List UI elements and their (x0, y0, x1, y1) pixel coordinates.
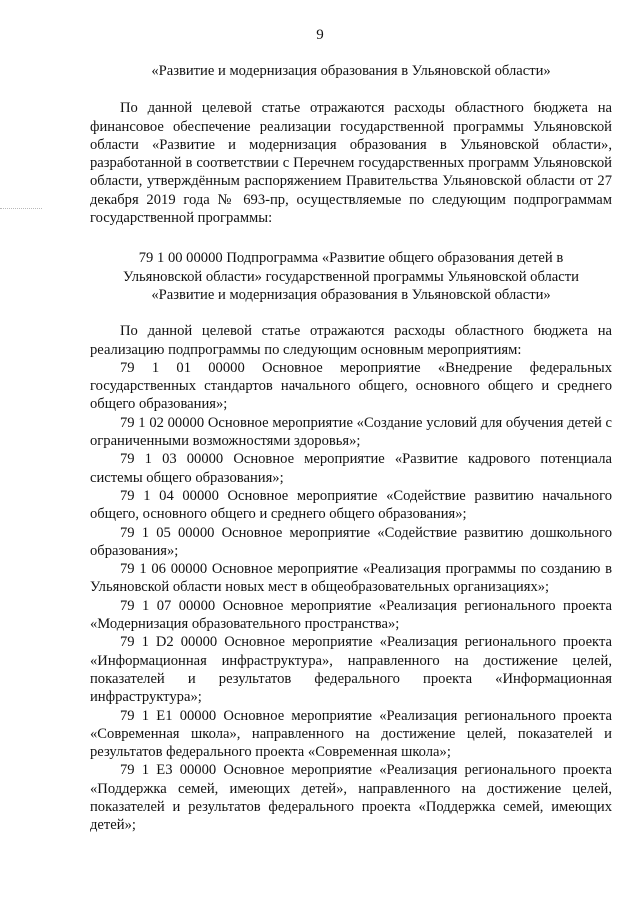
measure-item: 79 1 02 00000 Основное мероприятие «Создание условий для обучения детей с ограниченными возможностями здоровья»; (90, 414, 612, 450)
subprogram-heading-line-2: Ульяновской области» государственной программы Ульяновской области (123, 268, 579, 285)
section-title: «Развитие и модернизация образования в Ульяновской области» (151, 63, 551, 79)
measure-item: 79 1 01 00000 Основное мероприятие «Внедрение федеральных государственных стандартов начального общего, основного общего и среднего общего образования»; (90, 359, 612, 413)
measure-item: 79 1 E1 00000 Основное мероприятие «Реализация регионального проекта «Современная школа», направленного на достижение целей, показателей и результатов федерального проекта «Современная школа»; (90, 707, 612, 761)
page-number: 9 (316, 27, 324, 43)
measure-item: 79 1 06 00000 Основное мероприятие «Реализация программы по созданию в Ульяновской области новых мест в общеобразовательных организациях»; (90, 561, 612, 596)
subprogram-intro: По данной целевой статье отражаются расходы областного бюджета на реализацию подпрограммы по следующим основным мероприятиям: (90, 323, 612, 358)
measure-item: 79 1 E3 00000 Основное мероприятие «Реализация регионального проекта «Поддержка семей, имеющих детей», направленного на достижение целей, показателей и результатов федерального проекта «Поддержка семей, имеющих детей»; (90, 762, 612, 834)
measure-item: 79 1 05 00000 Основное мероприятие «Содействие развитию дошкольного образования»; (90, 524, 612, 559)
intro-paragraph: По данной целевой статье отражаются расходы областного бюджета на финансовое обеспечение реализации государственной программы Ульяновской области «Развитие и модернизация образования в Ульяновской области», разработанной в соответствии с Перечнем государственных программ Ульяновской области, утверждённым распоряжением Правительства Ульяновской области от 27 декабря 2019 года № 693-пр, осуществляемые по следующим подпрограммам государственной программы: (90, 100, 612, 227)
measure-item: 79 1 D2 00000 Основное мероприятие «Реализация регионального проекта «Информационная инфраструктура», направленного на достижение целей, показателей и результатов федерального проекта «Информационная инфраструктура»; (90, 634, 612, 706)
subprogram-heading-line-3: «Развитие и модернизация образования в Ульяновской области» (151, 286, 551, 303)
measure-item: 79 1 03 00000 Основное мероприятие «Развитие кадрового потенциала системы общего образования»; (90, 451, 612, 486)
scan-margin-mark (0, 208, 42, 209)
measure-item: 79 1 04 00000 Основное мероприятие «Содействие развитию начального общего, основного общего и среднего общего образования»; (90, 487, 612, 523)
subprogram-heading (90, 249, 612, 304)
document-body (90, 62, 612, 835)
measure-item: 79 1 07 00000 Основное мероприятие «Реализация регионального проекта «Модернизация образовательного пространства»; (90, 597, 612, 633)
subprogram-heading-line-1: 79 1 00 00000 Подпрограмма «Развитие общего образования детей в (138, 250, 564, 267)
